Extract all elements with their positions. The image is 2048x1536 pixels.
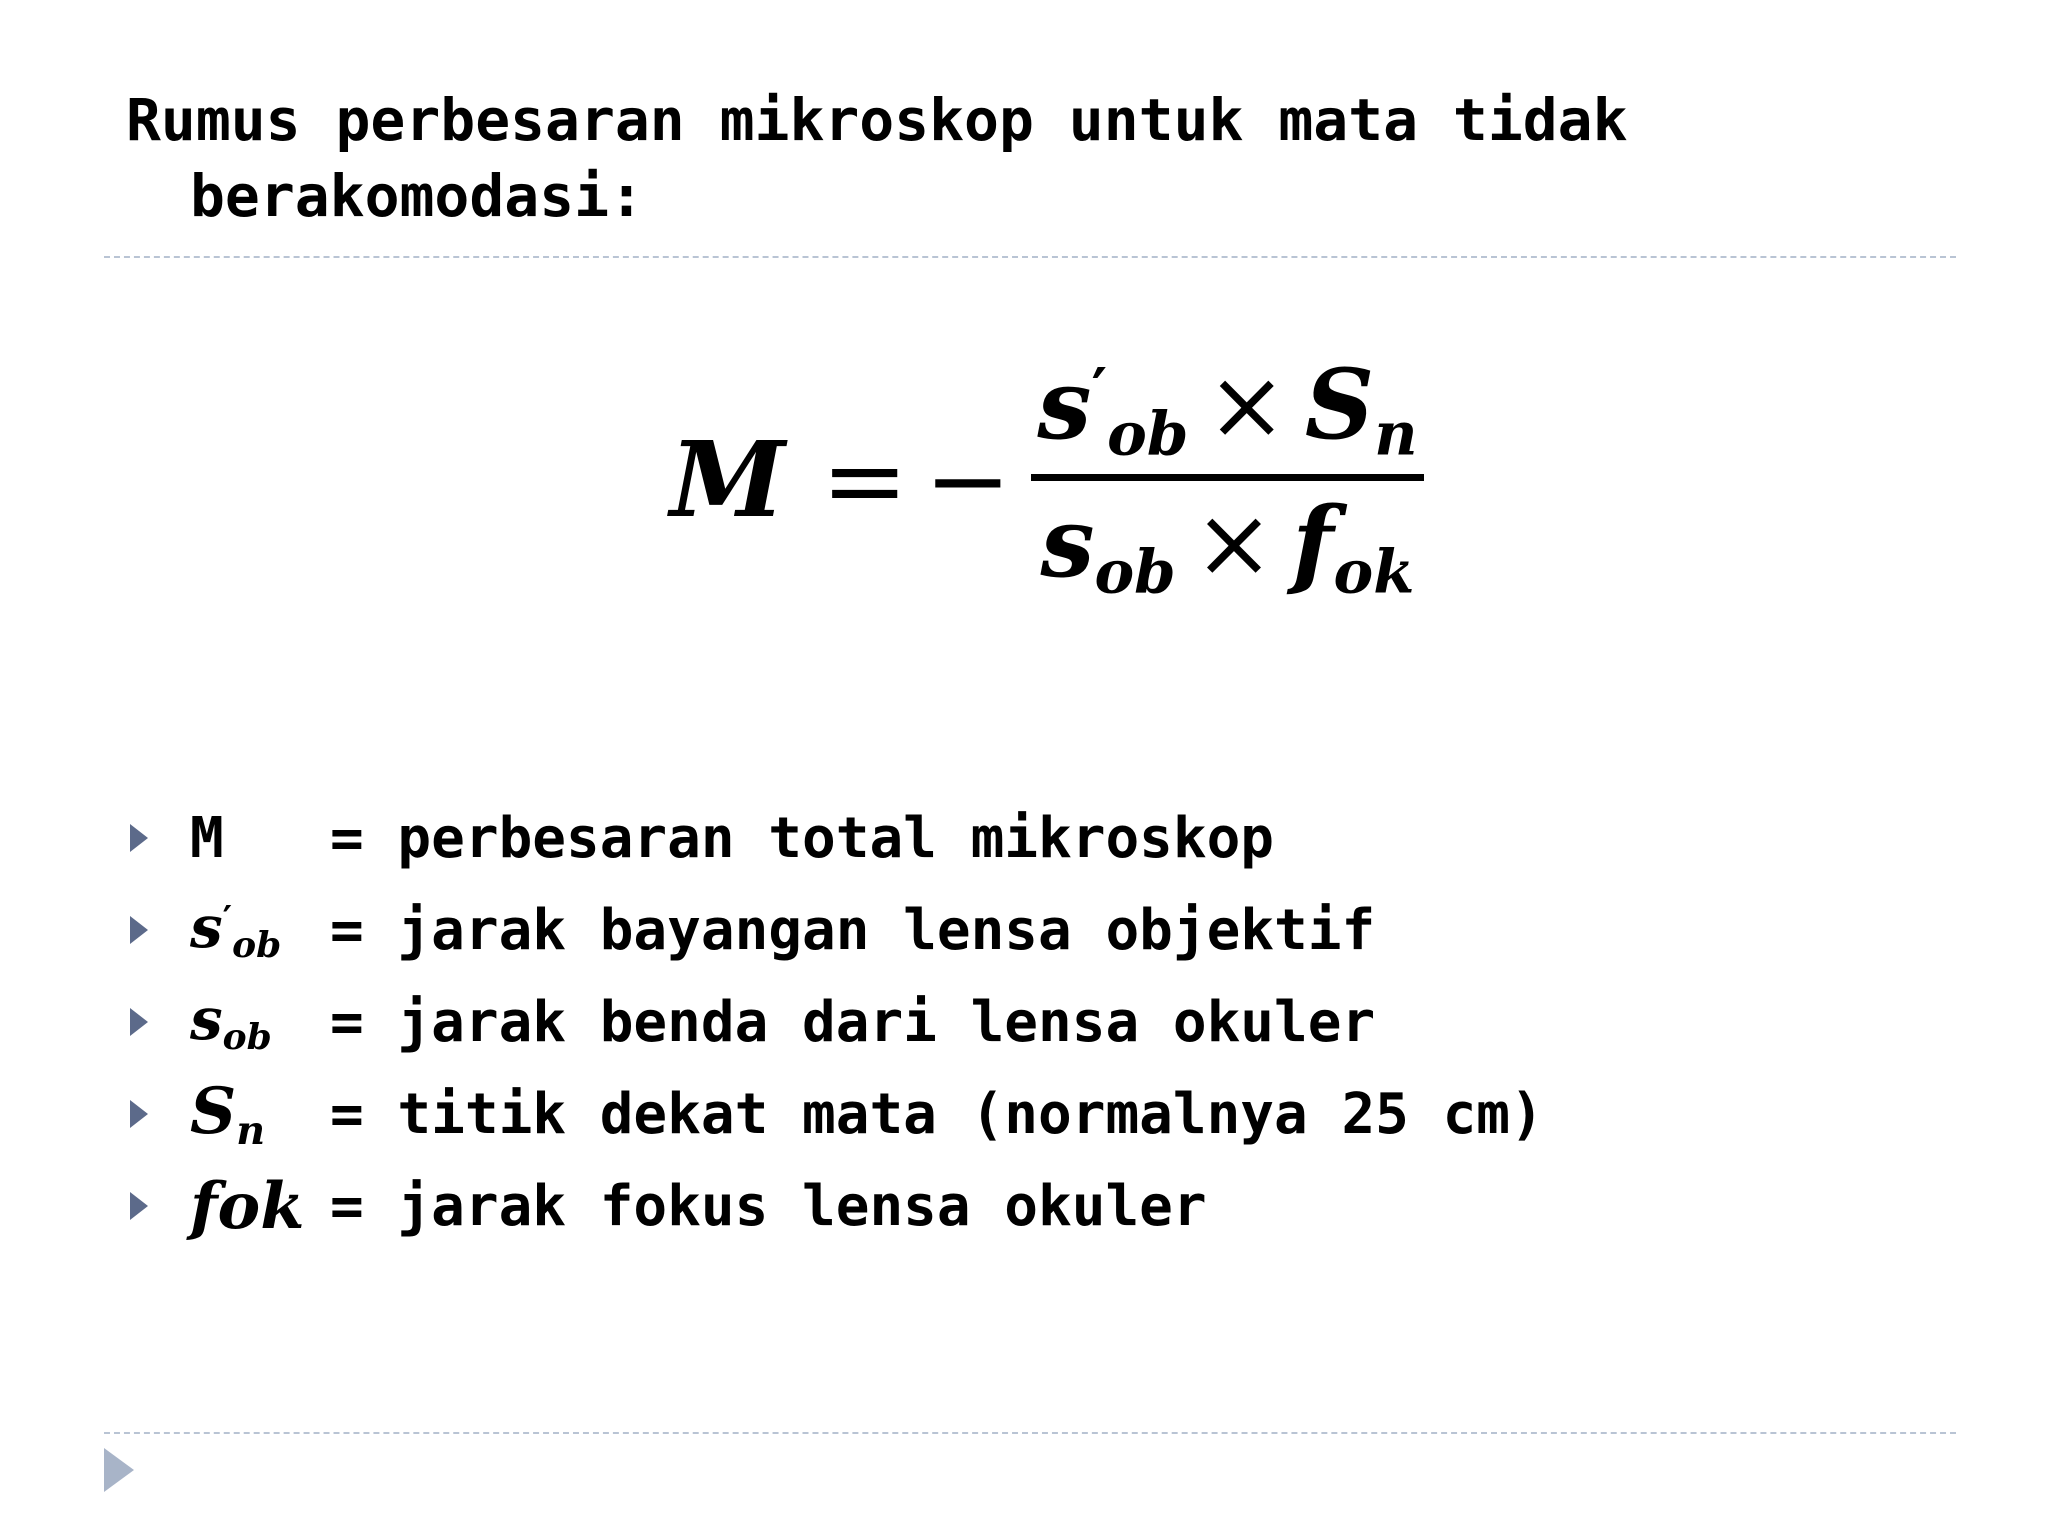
den-s: s — [1040, 486, 1095, 600]
num-S: S — [1304, 348, 1375, 461]
definition-symbol: M — [190, 805, 224, 871]
symbol-sub: ob — [232, 924, 282, 967]
num-s: s — [1037, 348, 1092, 461]
definition-text: = jarak benda dari lensa okuler — [330, 989, 1376, 1055]
symbol-sub: n — [236, 1108, 266, 1155]
definition-symbol — [190, 893, 330, 966]
triangle-bullet-icon — [130, 1192, 148, 1220]
symbol-sub: ob — [222, 1016, 272, 1059]
formula-denominator — [1034, 486, 1420, 608]
num-S-sub: n — [1374, 399, 1418, 470]
definition-list — [130, 792, 1544, 1252]
den-f: f — [1292, 486, 1334, 600]
list-item — [130, 1160, 1544, 1252]
triangle-bullet-icon — [130, 1008, 148, 1036]
definition-text: = perbesaran total mikroskop — [330, 805, 1275, 871]
formula-minus: − — [924, 418, 1012, 541]
num-times: × — [1206, 349, 1287, 461]
triangle-bullet-icon — [130, 916, 148, 944]
fraction-bar — [1031, 474, 1423, 481]
den-s-sub: ob — [1094, 537, 1176, 608]
den-times: × — [1193, 487, 1275, 600]
triangle-bullet-icon — [130, 1100, 148, 1128]
formula-numerator — [1031, 348, 1423, 470]
top-divider — [104, 256, 1956, 258]
list-item — [130, 976, 1544, 1068]
definition-text: = jarak fokus lensa okuler — [330, 1173, 1207, 1239]
den-f-sub: ok — [1333, 537, 1415, 608]
formula-equals: = — [821, 418, 909, 541]
definition-symbol — [190, 1074, 330, 1154]
formula-fraction — [1031, 348, 1423, 608]
list-item — [130, 792, 1544, 884]
magnification-formula — [670, 348, 1424, 608]
triangle-arrow-icon — [104, 1448, 134, 1492]
num-s-sub: ob — [1107, 399, 1189, 470]
symbol-base: S — [190, 1073, 237, 1149]
symbol-prime: ′ — [222, 898, 233, 941]
slide-title: Rumus perbesaran mikroskop untuk mata tidak berakomodasi: — [126, 86, 1628, 230]
list-item — [130, 1068, 1544, 1160]
definition-text: = jarak bayangan lensa objektif — [330, 897, 1376, 963]
triangle-bullet-icon — [130, 824, 148, 852]
symbol-base: s — [190, 985, 223, 1054]
definition-text: = titik dekat mata (normalnya 25 cm) — [330, 1081, 1544, 1147]
formula-lhs: M — [670, 417, 786, 541]
bottom-divider — [104, 1432, 1956, 1434]
definition-symbol — [190, 985, 330, 1058]
definition-symbol: fok — [190, 1168, 305, 1244]
list-item — [130, 884, 1544, 976]
num-prime: ′ — [1091, 356, 1108, 427]
symbol-base: s — [190, 893, 223, 962]
